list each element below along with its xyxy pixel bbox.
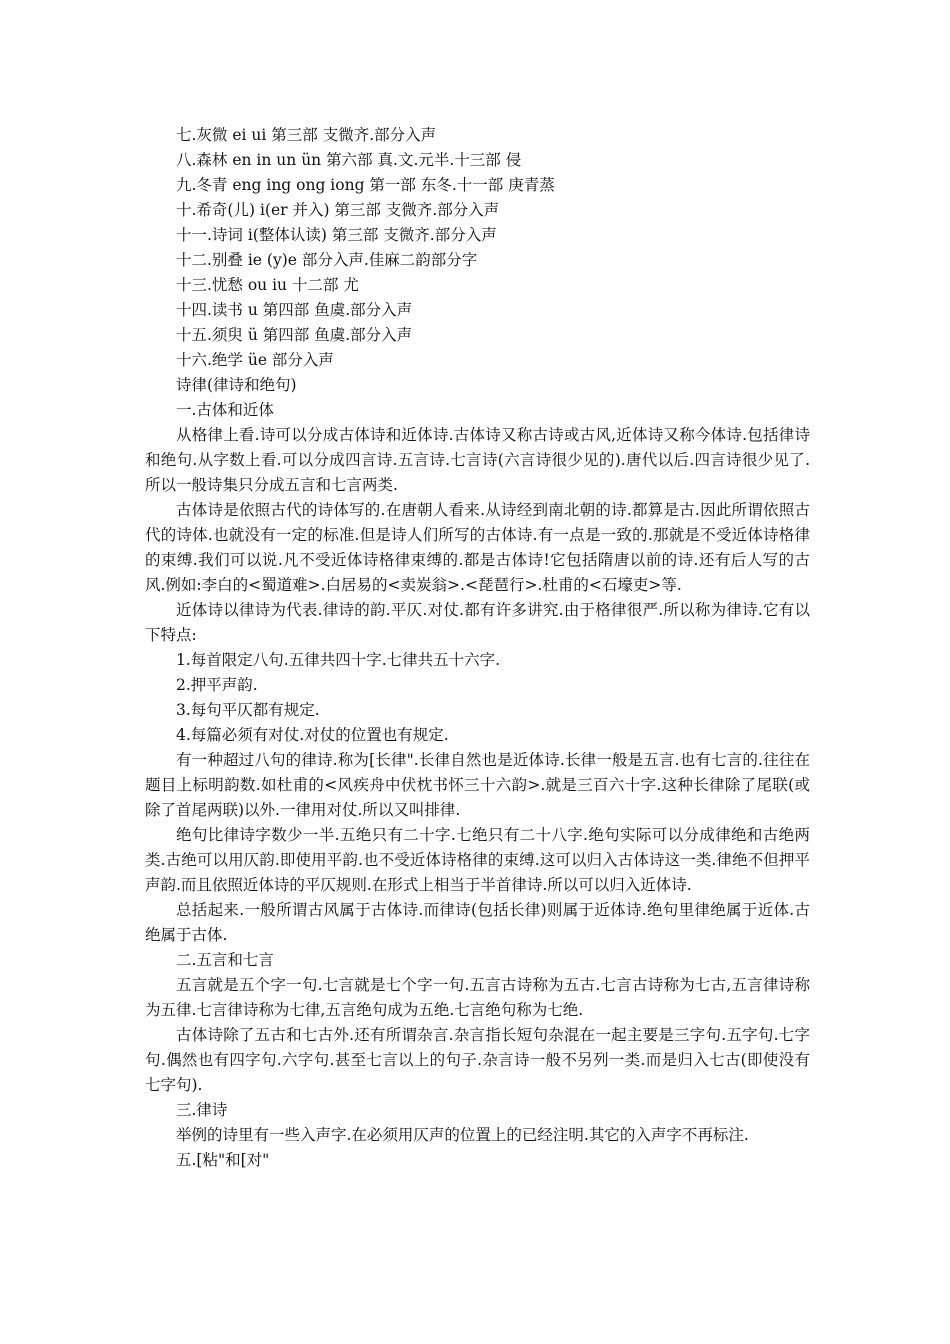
- body-paragraph: 总括起来.一般所谓古风属于古体诗.而律诗(包括长律)则属于近体诗.绝句里律绝属于近体.古绝属于古体.: [145, 901, 810, 944]
- body-paragraph: 古体诗除了五古和七古外.还有所谓杂言.杂言指长短句杂混在一起主要是三字句.五字句.七字句.偶然也有四字句.六字句.甚至七言以上的句子.杂言诗一般不另列一类.而是归入七古(即使没有七字句).: [145, 1026, 810, 1094]
- body-paragraph: 有一种超过八句的律诗.称为[长律".长律自然也是近体诗.长律一般是五言.也有七言的.往往在题目上标明韵数.如杜甫的<风疾舟中伏枕书怀三十六韵>.就是三百六十字.这种长律除了尾联(或除了首尾两联)以外.一律用对仗.所以又叫排律.: [145, 751, 810, 819]
- rhyme-item-8: 八.森林 en in un ün 第六部 真.文.元半.十三部 侵: [176, 151, 522, 169]
- body-paragraph: 从格律上看.诗可以分成古体诗和近体诗.古体诗又称古诗或古风,近体诗又称今体诗.包括律诗和绝句.从字数上看.可以分成四言诗.五言诗.七言诗(六言诗很少见的).唐代以后.四言诗很少见了.所以一般诗集只分成五言和七言两类.: [145, 426, 810, 494]
- body-paragraph: 近体诗以律诗为代表.律诗的韵.平仄.对仗.都有许多讲究.由于格律很严.所以称为律诗.它有以下特点:: [145, 601, 810, 644]
- rhyme-item-16: 十六.绝学 üe 部分入声: [176, 351, 334, 369]
- rhyme-item-15: 十五.须臾 ü 第四部 鱼虞.部分入声: [176, 326, 413, 344]
- rhyme-item-12: 十二.别叠 ie (y)e 部分入声.佳麻二韵部分字: [176, 251, 478, 269]
- rhyme-item-7: 七.灰微 ei ui 第三部 支微齐.部分入声: [176, 126, 437, 144]
- subsection-heading: 三.律诗: [176, 1101, 228, 1119]
- body-paragraph: 五言就是五个字一句.七言就是七个字一句.五言古诗称为五古.七言古诗称为七古,五言律诗称为五律.七言律诗称为七律,五言绝句成为五绝.七言绝句称为七绝.: [145, 976, 810, 1019]
- list-item: 3.每句平仄都有规定.: [176, 701, 320, 719]
- body-paragraph: 绝句比律诗字数少一半.五绝只有二十字.七绝只有二十八字.绝句实际可以分成律绝和古绝两类.古绝可以用仄韵.即使用平韵.也不受近体诗格律的束缚.这可以归入古体诗这一类.律绝不但押平声韵.而且依照近体诗的平仄规则.在形式上相当于半首律诗.所以可以归入近体诗.: [145, 826, 810, 894]
- list-item: 4.每篇必须有对仗.对仗的位置也有规定.: [176, 726, 449, 744]
- body-paragraph: 举例的诗里有一些入声字.在必须用仄声的位置上的已经注明.其它的入声字不再标注.: [176, 1126, 749, 1144]
- body-paragraph: 古体诗是依照古代的诗体写的.在唐朝人看来.从诗经到南北朝的诗.都算是古.因此所谓依照古代的诗体.也就没有一定的标准.但是诗人们所写的古体诗.有一点是一致的.那就是不受近体诗格律的束缚.我们可以说.凡不受近体诗格律束缚的.都是古体诗!它包括隋唐以前的诗.还有后人写的古风.例如:李白的<蜀道难>.白居易的<卖炭翁>.<琵琶行>.杜甫的<石壕吏>等.: [145, 501, 810, 594]
- subsection-heading: 二.五言和七言: [176, 951, 274, 969]
- list-item: 2.押平声韵.: [176, 676, 258, 694]
- document-body: [145, 123, 810, 1173]
- rhyme-item-14: 十四.读书 u 第四部 鱼虞.部分入声: [176, 301, 413, 319]
- subsection-heading: 五.[粘"和[对": [176, 1151, 270, 1169]
- rhyme-item-9: 九.冬青 eng ing ong iong 第一部 东冬.十一部 庚青蒸: [176, 176, 555, 194]
- rhyme-item-10: 十.希奇(儿) i(er 并入) 第三部 支微齐.部分入声: [176, 201, 500, 219]
- list-item: 1.每首限定八句.五律共四十字.七律共五十六字.: [176, 651, 501, 669]
- rhyme-item-13: 十三.忧愁 ou iu 十二部 尤: [176, 276, 359, 294]
- subsection-heading: 一.古体和近体: [176, 401, 274, 419]
- section-title: 诗律(律诗和绝句): [176, 376, 297, 394]
- rhyme-item-11: 十一.诗词 i(整体认读) 第三部 支微齐.部分入声: [176, 226, 497, 244]
